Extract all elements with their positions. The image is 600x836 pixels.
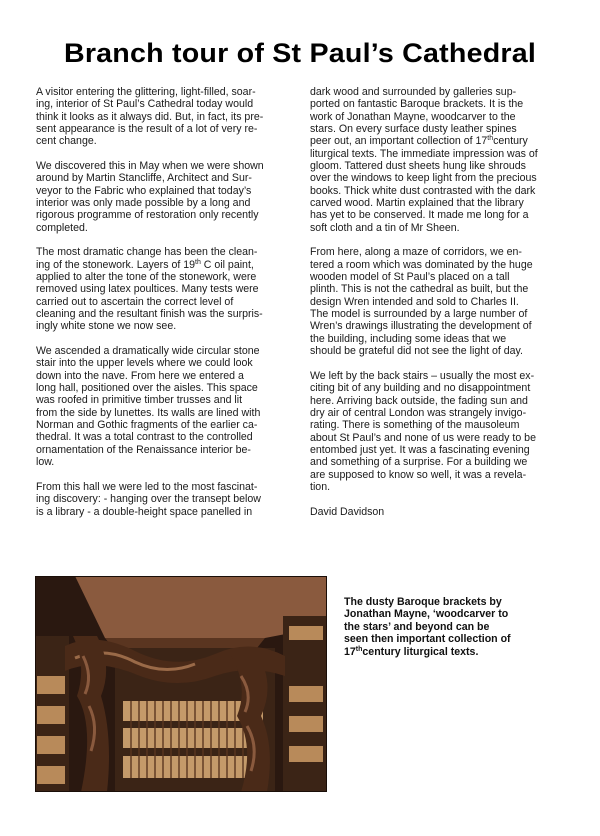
paragraph: A visitor entering the glittering, light-filled, soar- ing, interior of St Paul’s Cathedral today would think it looks as it always did. But, in fact, its pre- sent appearance is the result of a lot of very re- cent change. — [36, 86, 264, 148]
library-photo — [35, 576, 327, 792]
paragraph: We left by the back stairs – usually the most ex- citing bit of any building and no disappointment here. Arriving back outside, the fading sun and dry air of central London was strangely invigo- rating. There is something of the mausoleum about St Paul’s and none of us were ready to be entombed just yet. It was a fascinating evening and something of a surprise. For a building we are supposed to know so well, it was a revela- tion. — [310, 369, 536, 493]
page-title: Branch tour of St Paul’s Cathedral — [63, 38, 537, 68]
author-signature: David Davidson — [310, 505, 385, 518]
paragraph: From here, along a maze of corridors, we en- tered a room which was dominated by the huge wooden model of St Paul’s placed on a tall plinth. This is not the cathedral as built, but the design Wren intended and sold to Charles II. The model is surrounded by a large number of Wren’s drawings illustrating the development of the building, including some ideas that we should be grateful did not see the light of day. — [310, 246, 533, 358]
paragraph: From this hall we were led to the most fascinat- ing discovery: - hanging over the transept below is a library - a double-height space panelled in — [36, 480, 261, 518]
paragraph — [36, 246, 286, 332]
superscript: th — [355, 645, 363, 653]
paragraph-text: The most dramatic change has been the clean- ing of the stonework. Layers of 19 — [36, 246, 258, 271]
caption-text: The dusty Baroque brackets by Jonathan Mayne, ‘woodcarver to the stars’ and beyond can be seen then important collection of 17 — [344, 596, 511, 658]
photo-caption — [344, 596, 554, 658]
paragraph-text: C oil paint, applied to alter the tone of the stonework, were removed using latex poultices. Many tests were carried out to ascertain the correct level of cleaning and the resultant finish was the surpris- ingly white stone we now see. — [36, 258, 263, 333]
paragraph: We discovered this in May when we were shown around by Martin Stancliffe, Architect and Sur- veyor to the Fabric who explained that today’s interior was only made possible by a long and rigorous programme of restoration only recently completed. — [36, 160, 264, 234]
paragraph — [310, 86, 562, 234]
paragraph: We ascended a dramatically wide circular stone stair into the upper levels where we could look down into the nave. From here we entered a long hall, positioned over the aisles. This space was roofed in primitive timber trusses and lit from the side by lunettes. Its walls are lined with Norman and Gothic fragments of the earlier ca- thedral. It was a total contrast to the controlled ornamentation of the Renaissance interior be- low. — [36, 345, 261, 469]
caption-text: century liturgical texts. — [362, 645, 479, 658]
paragraph-text: dark wood and surrounded by galleries sup- ported on fantastic Baroque brackets. It is the work of Jonathan Mayne, woodcarver to the stars. On every surface dusty leather spines peer out, an important collection of 17 — [310, 86, 524, 148]
article-column-left — [36, 86, 286, 530]
superscript: th — [487, 135, 494, 143]
library-photo-illustration — [35, 576, 327, 792]
superscript: th — [195, 258, 201, 266]
paragraph-text: century liturgical texts. The immediate impression was of gloom. Tattered dust sheets hung like shrouds over the windows to keep light from the precious books. Thick white dust contrasted with the dark carved wood. Martin explained that the library has yet to be conserved. It made me long for a soft cloth and a tin of Mr Sheen. — [310, 135, 538, 234]
article-column-right — [310, 86, 562, 530]
